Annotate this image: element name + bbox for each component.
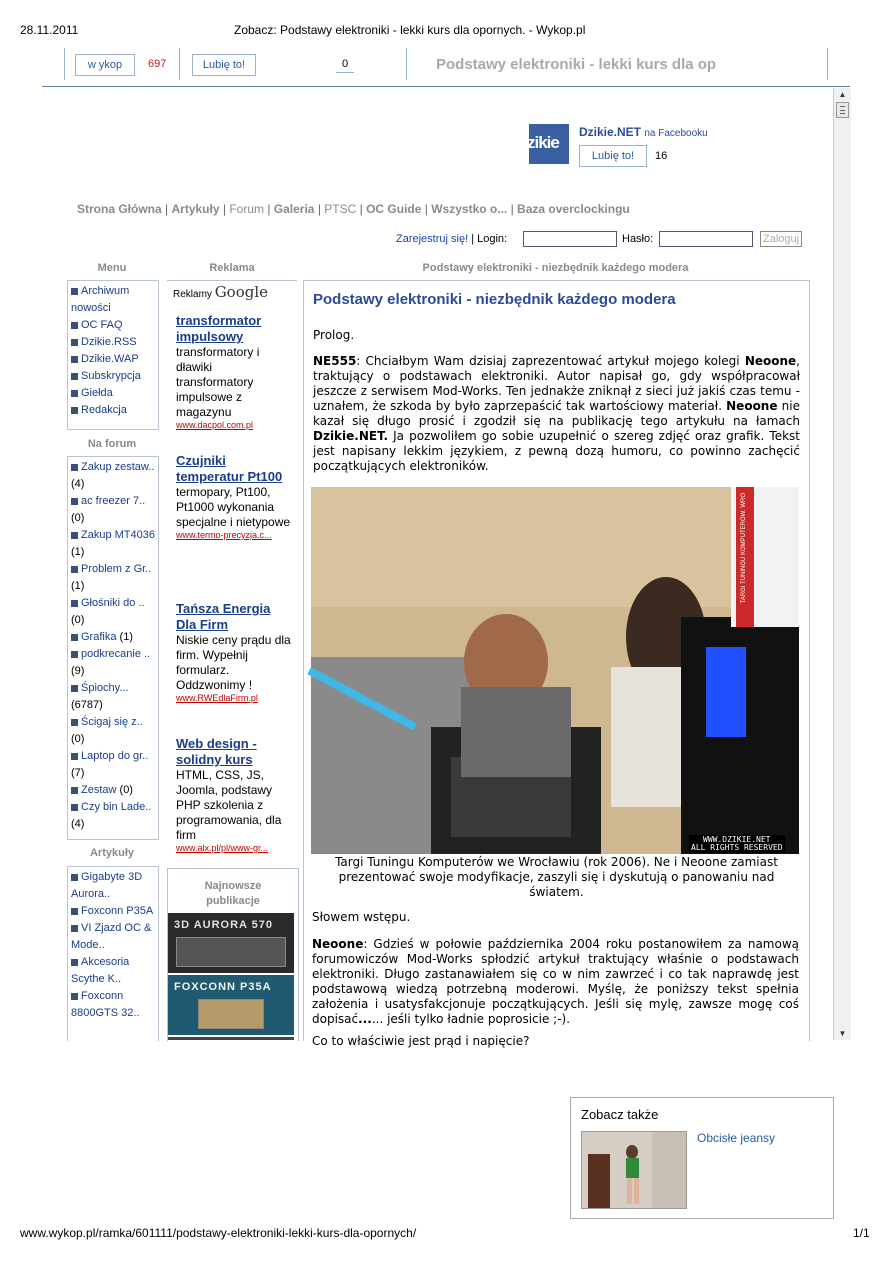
password-input[interactable]: [659, 231, 753, 247]
article-title: Podstawy elektroniki - niezbędnik każdego modera: [313, 291, 676, 308]
ad-url[interactable]: www.termo-precyzja.c...: [176, 530, 272, 540]
menu-item-editorial[interactable]: Redakcja: [71, 402, 155, 419]
wykop-count: 697: [148, 58, 167, 70]
login-label: | Login:: [471, 233, 508, 245]
forum-item[interactable]: podkrecanie .. (9): [71, 648, 151, 677]
facebook-suffix: na Facebooku: [644, 128, 708, 139]
article-link[interactable]: Akcesoria Scythe K..: [71, 956, 130, 985]
scroll-up-icon[interactable]: ▲: [838, 90, 847, 99]
like-button[interactable]: Lubię to!: [192, 54, 256, 76]
google-logo: Google: [214, 283, 269, 301]
main-nav: Strona Główna | Artykuły | Forum | Galeria | PTSC | OC Guide | Wszystko o... | Baza overclockingu: [77, 202, 630, 216]
ad-text: transformatory i dławiki transformatory impulsowe z magazynu: [176, 345, 260, 419]
forum-item[interactable]: Głośniki do .. (0): [71, 597, 145, 626]
article-heading: Podstawy elektroniki - niezbędnik każdego modera: [422, 262, 689, 274]
forum-item[interactable]: Problem z Gr.. (1): [71, 563, 152, 592]
forum-item[interactable]: ac freezer 7.. (0): [71, 495, 146, 524]
latest-thumb[interactable]: FOXCONN P35A: [168, 975, 294, 1035]
article-photo: [311, 487, 799, 854]
article-cut-line: Co to właściwie jest prąd i napięcie?: [312, 1034, 530, 1048]
bar-divider: [64, 48, 65, 80]
login-button[interactable]: Zaloguj: [760, 231, 802, 247]
see-also-box: [570, 1097, 834, 1219]
article-link[interactable]: Foxconn 8800GTS 32..: [71, 990, 140, 1019]
article-link[interactable]: Foxconn P35A: [71, 903, 155, 920]
nav-articles[interactable]: Artykuły: [171, 202, 220, 216]
wykop-button[interactable]: w ykop: [75, 54, 135, 76]
ad-item[interactable]: [176, 313, 292, 430]
ad-title[interactable]: Tańsza Energia Dla Firm: [176, 601, 271, 632]
forum-item[interactable]: Laptop do gr.. (7): [71, 750, 149, 779]
ad-text: Niskie ceny prądu dla firm. Wypełnij formularz. Oddzwonimy !: [176, 633, 291, 692]
see-also-heading: Zobacz także: [581, 1107, 659, 1122]
ad-title[interactable]: transformator impulsowy: [176, 313, 262, 344]
latest-thumb[interactable]: 3D AURORA 570: [168, 913, 294, 973]
see-also-thumb[interactable]: [581, 1131, 687, 1209]
menu-item-rss[interactable]: Dzikie.RSS: [71, 334, 155, 351]
like-count: 0: [336, 54, 354, 73]
password-label: Hasło:: [622, 233, 654, 245]
scroll-down-icon[interactable]: ▼: [838, 1029, 847, 1038]
facebook-like-count: 16: [655, 150, 668, 162]
menu-heading: Menu: [97, 262, 127, 274]
forum-item[interactable]: Zakup zestaw.. (4): [71, 461, 155, 490]
bar-divider: [827, 48, 828, 80]
ads-heading: Reklama: [209, 262, 255, 274]
facebook-like-button[interactable]: Lubię to!: [579, 145, 647, 167]
photo-caption: Targi Tuningu Komputerów we Wrocławiu (rok 2006). Ne i Neoone zamiast prezentować swoje modyfikacje, zaszyli się i dyskutują o panowaniu nad światem.: [335, 855, 778, 899]
photo-watermark: WWW.DZIKIE.NET ALL RIGHTS RESERVED: [691, 835, 783, 852]
ad-url[interactable]: www.RWEdlaFirm.pl: [176, 693, 258, 703]
register-link[interactable]: Zarejestruj się!: [396, 233, 469, 245]
article-paragraph: NE555: Chciałbym Wam dzisiaj zaprezentować artykuł mojego kolegi Neoone, traktujący o podstawach elektroniki. Autor napisał go, gdy współpracował jeszcze z serwisem Mod-Works. Ten jednakże zniknął z sieci już jakiś czas temu - uznałem, że szkoda by było zaprzepaścić tak wartościowy materiał. Neoone nie kazał się długo prosić i zgodził się na publikację tego artykułu na łamach Dzikie.NET. Ja pozwoliłem go sobie uzupełnić o szereg zdjęć oraz grafik. Tekst jest napisany lekkim językiem, z pewną dozą humoru, co powinno zachęcić początkujących elektroników.: [313, 354, 800, 473]
login-input[interactable]: [523, 231, 617, 247]
dzikie-logo: zikie: [529, 124, 569, 164]
forum-item[interactable]: Czy bin Lade.. (4): [71, 801, 152, 830]
forum-item[interactable]: Śpiochy... (6787): [71, 682, 129, 711]
menu-item-subscription[interactable]: Subskrypcja: [71, 368, 155, 385]
ad-item[interactable]: [176, 601, 292, 703]
menu-item-wap[interactable]: Dzikie.WAP: [71, 351, 155, 368]
articles-box: [67, 866, 159, 1041]
forum-item[interactable]: Grafika (1): [71, 629, 155, 646]
nav-gallery[interactable]: Galeria: [273, 202, 315, 216]
ad-text: HTML, CSS, JS, Joomla, podstawy PHP szkolenia z programowania, dla firm: [176, 768, 282, 842]
see-also-link[interactable]: Obcisłe jeansy: [697, 1131, 776, 1145]
article-link[interactable]: VI Zjazd OC & Mode..: [71, 922, 152, 951]
forum-heading: Na forum: [87, 438, 137, 450]
print-date: 28.11.2011: [20, 23, 79, 37]
scroll-thumb[interactable]: [836, 102, 849, 118]
print-url: www.wykop.pl/ramka/601111/podstawy-elektroniki-lekki-kurs-dla-opornych/: [20, 1226, 417, 1240]
ad-title[interactable]: Czujniki temperatur Pt100: [176, 453, 283, 484]
scrollbar[interactable]: [833, 88, 851, 1040]
articles-heading: Artykuły: [89, 847, 135, 859]
ad-title[interactable]: Web design - solidny kurs: [176, 736, 257, 767]
ad-url[interactable]: www.dacpol.com.pl: [176, 420, 254, 430]
login-bar: [396, 233, 507, 245]
nav-oc-guide[interactable]: OC Guide: [366, 202, 422, 216]
print-page-number: 1/1: [853, 1226, 870, 1240]
article-intro-heading: Słowem wstępu.: [312, 910, 411, 924]
ad-url[interactable]: www.alx.pl/pl/www-gr...: [176, 843, 269, 853]
nav-all-about[interactable]: Wszystko o...: [431, 202, 508, 216]
nav-home[interactable]: Strona Główna: [77, 202, 162, 216]
menu-item-market[interactable]: Giełda: [71, 385, 155, 402]
photo-sign-text: TARGI TUNINGU KOMPUTERÓW. WRO: [741, 493, 747, 604]
menu-box: [67, 280, 159, 430]
forum-item[interactable]: Zakup MT4036 (1): [71, 529, 155, 558]
ads-label: Reklamy Google: [173, 283, 269, 301]
facebook-page-link[interactable]: Dzikie.NET: [579, 125, 642, 139]
ad-text: termopary, Pt100, Pt1000 wykonania specjalne i nietypowe: [176, 485, 291, 529]
frame-title: Podstawy elektroniki - lekki kurs dla op: [436, 56, 717, 73]
nav-ptsc[interactable]: PTSC: [324, 202, 357, 216]
latest-thumb-edge: [168, 1037, 294, 1040]
forum-item[interactable]: Zestaw (0): [71, 782, 155, 799]
bar-divider: [406, 48, 407, 80]
facebook-title: [579, 125, 708, 139]
nav-oc-database[interactable]: Baza overclockingu: [517, 202, 630, 216]
bar-divider: [179, 48, 180, 80]
menu-item-oc-faq[interactable]: OC FAQ: [71, 317, 155, 334]
article-link[interactable]: Gigabyte 3D Aurora..: [71, 871, 143, 900]
ad-item[interactable]: [176, 453, 292, 540]
print-title: Zobacz: Podstawy elektroniki - lekki kurs dla opornych. - Wykop.pl: [234, 23, 586, 37]
latest-heading: Najnowsze publikacje: [204, 880, 262, 907]
photo-scene: [311, 487, 799, 854]
nav-forum[interactable]: Forum: [229, 202, 264, 216]
forum-item[interactable]: Ścigaj się z.. (0): [71, 716, 143, 745]
menu-item-archive[interactable]: Archiwum nowości: [71, 285, 130, 314]
bar-bottom-line: [42, 86, 850, 87]
article-prolog: Prolog.: [313, 328, 355, 342]
forum-box: [67, 456, 159, 840]
ad-item[interactable]: [176, 736, 292, 853]
article-paragraph: Neoone: Gdzieś w połowie października 2004 roku postanowiłem za namową forumowiczów Mod-Works spłodzić artykuł traktujący właśnie o podstawach elektroniki. Długo zastanawiałem się co w nim zawrzeć i co tak naprawdę jest podstawową wiedzą potrzebną moderowi. Myślę, że poniższy tekst spełnia założenia i usatysfakcjonuje początkujących. Jeśli się mylę, zawsze mogę coś dopisać...... jeśli tylko ładnie poprosicie ;-).: [312, 937, 799, 1026]
